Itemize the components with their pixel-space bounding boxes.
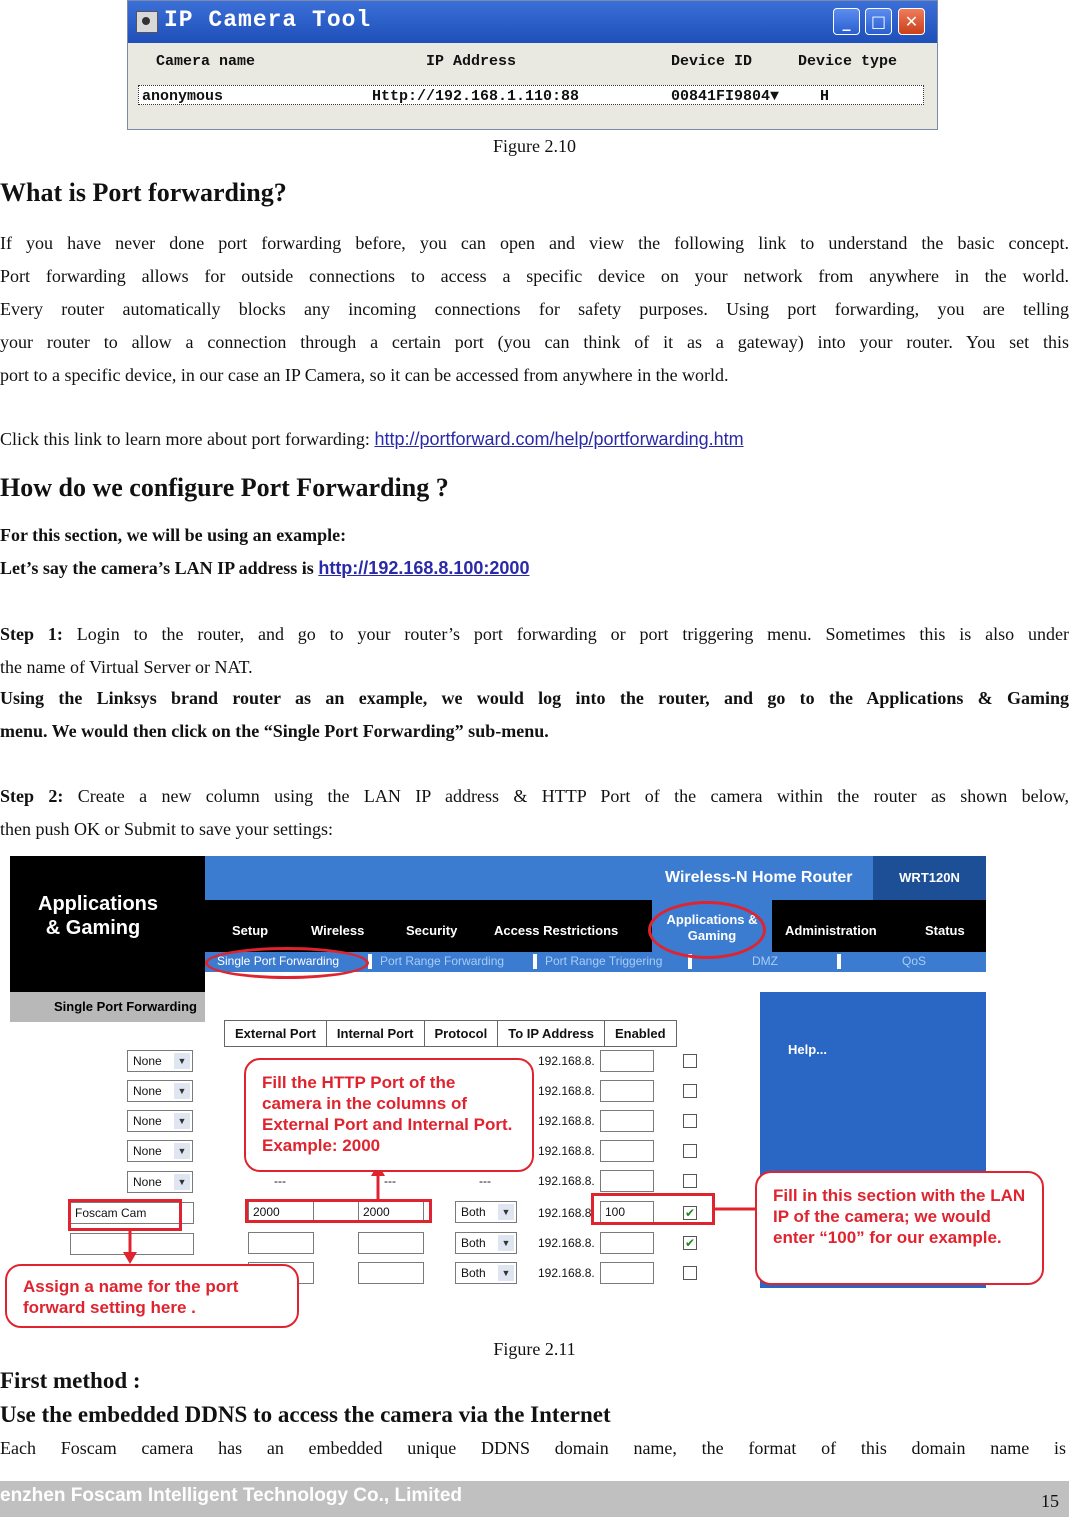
paragraph-line: port to a specific device, in our case an IP Camera, so it can be accessed from anywhere in the world.	[0, 365, 729, 385]
maximize-icon[interactable]: □	[865, 8, 892, 35]
figure-2-11-caption: Figure 2.11	[493, 1339, 576, 1359]
submenu-qos[interactable]: QoS	[902, 954, 927, 968]
example-line: For this section, we will be using an example:	[0, 525, 347, 545]
page-footer	[0, 1481, 1069, 1517]
ip-prefix: 192.168.8.	[538, 1266, 595, 1280]
menu-administration[interactable]: Administration	[785, 923, 877, 938]
menu-security[interactable]: Security	[406, 923, 458, 938]
heading-what-is-port-forwarding: What is Port forwarding?	[0, 178, 287, 207]
heading-configure-port-forwarding: How do we configure Port Forwarding ?	[0, 473, 449, 502]
link-prefix: Click this link to learn more about port forwarding:	[0, 429, 375, 449]
protocol-select[interactable]: Both ▼	[455, 1262, 517, 1284]
paragraph-line: your router to allow a connection through a certain port (you can think of it as a gateway) into your router. You set this	[0, 332, 1069, 352]
step2-text: Create a new column using the LAN IP address & HTTP Port of the camera within the router as shown below,	[63, 786, 1069, 806]
step2-line2: then push OK or Submit to save your settings:	[0, 819, 333, 839]
row-device-id: 00841FI9804▼	[671, 88, 780, 105]
minimize-icon[interactable]: _	[833, 8, 860, 35]
step2-label: Step 2:	[0, 786, 64, 806]
ip-prefix: 192.168.8.	[538, 1236, 595, 1250]
ip-prefix: 192.168.8.	[538, 1206, 595, 1220]
router-model: WRT120N	[873, 856, 986, 900]
col-internal-port: Internal Port	[326, 1021, 424, 1047]
row-camera-name: anonymous	[142, 88, 224, 105]
application-select[interactable]: None ▼	[127, 1080, 193, 1102]
ip-prefix: 192.168.8.	[538, 1174, 595, 1188]
application-name-input[interactable]: Foscam Cam	[70, 1202, 194, 1224]
col-protocol: Protocol	[424, 1021, 498, 1047]
single-port-forwarding-header: Single Port Forwarding	[10, 992, 205, 1022]
ip-prefix: 192.168.8.	[538, 1144, 595, 1158]
menu-status[interactable]: Status	[925, 923, 965, 938]
internal-port-input[interactable]: 2000	[358, 1201, 424, 1223]
col-to-ip-address: To IP Address	[498, 1021, 605, 1047]
step1-label: Step 1:	[0, 624, 63, 644]
menu-setup[interactable]: Setup	[232, 923, 269, 938]
enabled-checkbox-checked[interactable]: ✔	[684, 1236, 696, 1250]
ip-prefix: 192.168.8.	[538, 1054, 595, 1068]
heading-embedded-ddns: Use the embedded DDNS to access the camera via the Internet	[0, 1402, 611, 1427]
heading-first-method: First method :	[0, 1368, 141, 1393]
ddns-paragraph: Each Foscam camera has an embedded unique DDNS domain name, the format of this domain name is	[0, 1438, 1066, 1458]
router-section-title: Applications & Gaming	[10, 856, 205, 992]
paragraph-line: Port forwarding allows for outside connections to access a specific device on your network from anywhere in the world.	[0, 266, 1069, 286]
ip-suffix-input[interactable]: 100	[600, 1201, 654, 1223]
submenu-single-port-forwarding[interactable]: Single Port Forwarding	[217, 954, 340, 968]
lan-prefix: Let’s say the camera’s LAN IP address is	[0, 558, 319, 578]
submenu-port-range-forwarding[interactable]: Port Range Forwarding	[380, 954, 505, 968]
lan-ip-link[interactable]: http://192.168.8.100:2000	[318, 558, 530, 578]
external-port-input[interactable]: 2000	[248, 1201, 314, 1223]
portforward-link[interactable]: http://portforward.com/help/portforwarding.htm	[374, 429, 744, 449]
external-port-dash: ---	[274, 1174, 286, 1188]
enabled-checkbox-checked[interactable]: ✔	[684, 1206, 696, 1220]
application-select[interactable]: None ▼	[127, 1110, 193, 1132]
ip-prefix: 192.168.8.	[538, 1084, 595, 1098]
router-brand: Wireless-N Home Router	[665, 869, 853, 886]
protocol-select[interactable]: Both ▼	[455, 1232, 517, 1254]
menu-applications-gaming[interactable]: Applications & Gaming	[652, 900, 772, 952]
application-select[interactable]: None ▼	[127, 1140, 193, 1162]
arrow-head-name	[123, 1252, 137, 1264]
window-title: IP Camera Tool	[164, 7, 372, 33]
submenu-port-range-triggering[interactable]: Port Range Triggering	[545, 954, 663, 968]
step1-bold-line1: Using the Linksys brand router as an example, we would log into the router, and go to the Applications & Gaming	[0, 688, 1069, 708]
page-number: 15	[1041, 1491, 1059, 1511]
callout-lan-ip: Fill in this section with the LAN IP of the camera; we would enter “100” for our example.	[755, 1171, 1044, 1285]
callout-http-port: Fill the HTTP Port of the camera in the columns of External Port and Internal Port. Example: 2000	[244, 1058, 534, 1172]
column-camera-name[interactable]: Camera name	[156, 53, 256, 70]
application-select[interactable]: None ▼	[127, 1050, 193, 1072]
ip-prefix: 192.168.8.	[538, 1114, 595, 1128]
paragraph-line: If you have never done port forwarding before, you can open and view the following link to understand the basic concept.	[0, 233, 1069, 253]
figure-2-10-caption: Figure 2.10	[493, 136, 576, 156]
paragraph-line: Every router automatically blocks any incoming connections for safety purposes. Using port forwarding, you are telling	[0, 299, 1069, 319]
menu-wireless[interactable]: Wireless	[311, 923, 365, 938]
col-enabled: Enabled	[604, 1021, 676, 1047]
column-device-type[interactable]: Device type	[798, 53, 898, 70]
column-device-id[interactable]: Device ID	[671, 53, 753, 70]
protocol-select[interactable]: Both ▼	[455, 1201, 517, 1223]
step1-line2: the name of Virtual Server or NAT.	[0, 657, 253, 677]
menu-access-restrictions[interactable]: Access Restrictions	[494, 923, 619, 938]
protocol-dash: ---	[479, 1174, 491, 1188]
col-external-port: External Port	[225, 1021, 327, 1047]
column-ip-address[interactable]: IP Address	[426, 53, 517, 70]
close-icon[interactable]: ✕	[898, 8, 925, 35]
application-select[interactable]: None ▼	[127, 1171, 193, 1193]
help-link[interactable]: Help...	[788, 1042, 828, 1057]
row-ip-address: Http://192.168.1.110:88	[372, 88, 580, 105]
step1-text: Login to the router, and go to your router’s port forwarding or port triggering menu. Sometimes this is also under	[62, 624, 1069, 644]
submenu-dmz[interactable]: DMZ	[752, 954, 778, 968]
internal-port-dash: ---	[384, 1174, 396, 1188]
row-device-type: H	[820, 88, 830, 105]
footer-company: enzhen Foscam Intelligent Technology Co., Limited	[0, 1485, 463, 1506]
step1-bold-line2: menu. We would then click on the “Single Port Forwarding” sub-menu.	[0, 721, 549, 741]
callout-name: Assign a name for the port forward setting here .	[5, 1264, 299, 1328]
